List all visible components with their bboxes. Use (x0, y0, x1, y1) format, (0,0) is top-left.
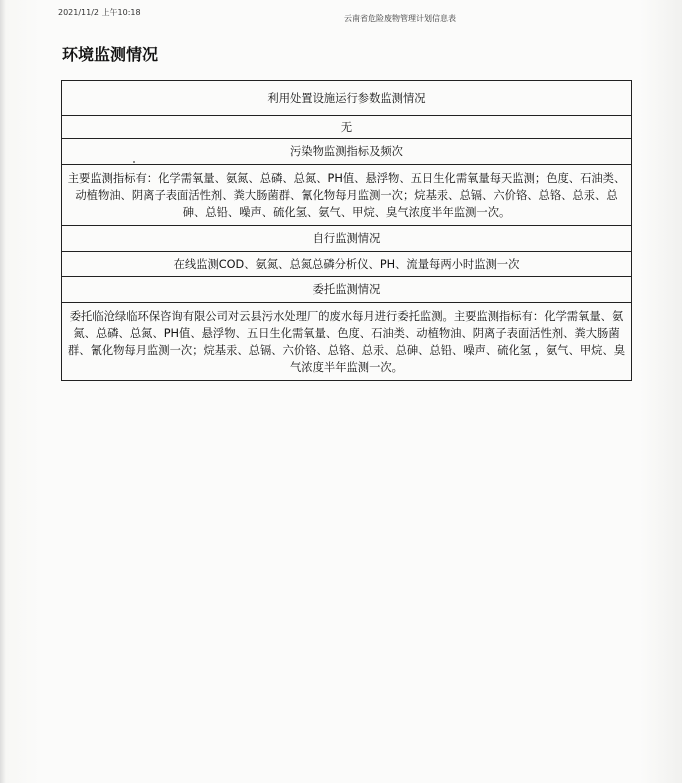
pollutant-text: 主要监测指标有：化学需氧量、氨氮、总磷、总氮、PH值、悬浮物、五日生化需氧量每天监测；色度、石油类、动植物油、阴离子表面活性剂、粪大肠菌群、氰化物每月监测一次；烷基汞、总镉、六价铬、总铬、总汞、总砷、总铅、噪声、硫化氢、氨气、甲烷、臭气浓度半年监测一次。 (62, 165, 632, 226)
entrusted-header: 委托监测情况 (62, 277, 632, 303)
table-row (62, 226, 632, 252)
entrusted-text: 委托临沧绿临环保咨询有限公司对云县污水处理厂的废水每月进行委托监测。主要监测指标有：化学需氧量、氨氮、总磷、总氮、PH值、悬浮物、五日生化需氧量、色度、石油类、动植物油、阴离子表面活性剂、粪大肠菌群、氰化物每月监测一次；烷基汞、总镉、六价铬、总铬、总汞、总砷、总铅、噪声、硫化氢 ，氨气、甲烷、臭气浓度半年监测一次。 (62, 303, 632, 381)
print-timestamp: 2021/11/2 上午10:18 (58, 8, 141, 17)
document-header-title: 云南省危险废物管理计划信息表 (344, 14, 456, 23)
table-row (62, 165, 632, 226)
facility-params-value: 无 (62, 116, 632, 139)
facility-params-header: 利用处置设施运行参数监测情况 (62, 81, 632, 116)
table-row (62, 81, 632, 116)
self-monitor-text: 在线监测COD、氨氮、总氮总磷分析仪、PH、流量每两小时监测一次 (62, 252, 632, 277)
scan-speck (133, 161, 135, 163)
table-row (62, 277, 632, 303)
table-row (62, 116, 632, 139)
self-monitor-header: 自行监测情况 (62, 226, 632, 252)
section-title: 环境监测情况 (62, 45, 159, 64)
pollutant-header: 污染物监测指标及频次 (62, 139, 632, 165)
table-row (62, 303, 632, 381)
monitoring-table (61, 80, 632, 381)
table-row (62, 139, 632, 165)
table-row (62, 252, 632, 277)
